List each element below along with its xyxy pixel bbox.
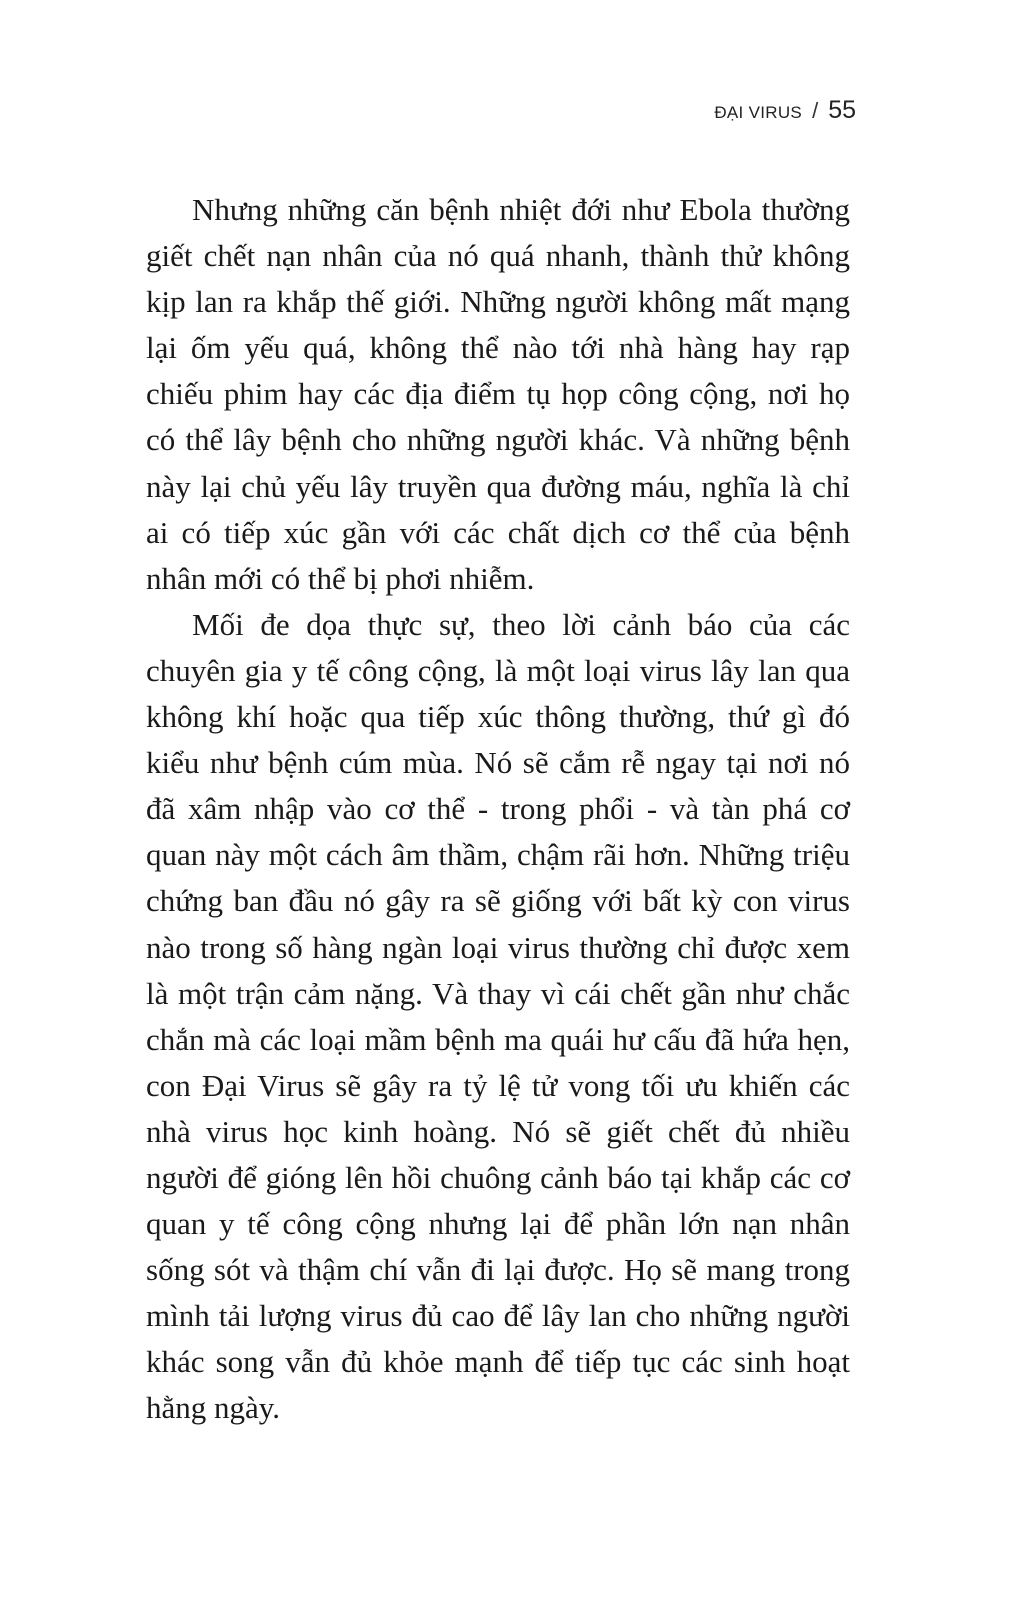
header-separator: / bbox=[812, 98, 819, 123]
paragraph-2: Mối đe dọa thực sự, theo lời cảnh báo của các chuyên gia y tế công cộng, là một loại virus lây lan qua không khí hoặc qua tiếp xúc thông thường, thứ gì đó kiểu như bệnh cúm mùa. Nó sẽ cắm rễ ngay tại nơi nó đã xâm nhập vào cơ thể - trong phổi - và tàn phá cơ quan này một cách âm thầm, chậm rãi hơn. Những triệu chứng ban đầu nó gây ra sẽ giống với bất kỳ con virus nào trong số hàng ngàn loại virus thường chỉ được xem là một trận cảm nặng. Và thay vì cái chết gần như chắc chắn mà các loại mầm bệnh ma quái hư cấu đã hứa hẹn, con Đại Virus sẽ gây ra tỷ lệ tử vong tối ưu khiến các nhà virus học kinh hoàng. Nó sẽ giết chết đủ nhiều người để gióng lên hồi chuông cảnh báo tại khắp các cơ quan y tế công cộng nhưng lại để phần lớn nạn nhân sống sót và thậm chí vẫn đi lại được. Họ sẽ mang trong mình tải lượng virus đủ cao để lây lan cho những người khác song vẫn đủ khỏe mạnh để tiếp tục các sinh hoạt hằng ngày. bbox=[146, 606, 850, 1426]
page-number: 55 bbox=[828, 96, 856, 124]
paragraph-1: Nhưng những căn bệnh nhiệt đới như Ebola thường giết chết nạn nhân của nó quá nhanh, thành thử không kịp lan ra khắp thế giới. Những người không mất mạng lại ốm yếu quá, không thể nào tới nhà hàng hay rạp chiếu phim hay các địa điểm tụ họp công cộng, nơi họ có thể lây bệnh cho những người khác. Và những bệnh này lại chủ yếu lây truyền qua đường máu, nghĩa là chỉ ai có tiếp xúc gần với các chất dịch cơ thể của bệnh nhân mới có thể bị phơi nhiễm. bbox=[146, 192, 850, 596]
running-header bbox=[714, 96, 856, 125]
running-title: ĐẠI VIRUS bbox=[714, 103, 803, 122]
body-text bbox=[146, 187, 850, 1432]
